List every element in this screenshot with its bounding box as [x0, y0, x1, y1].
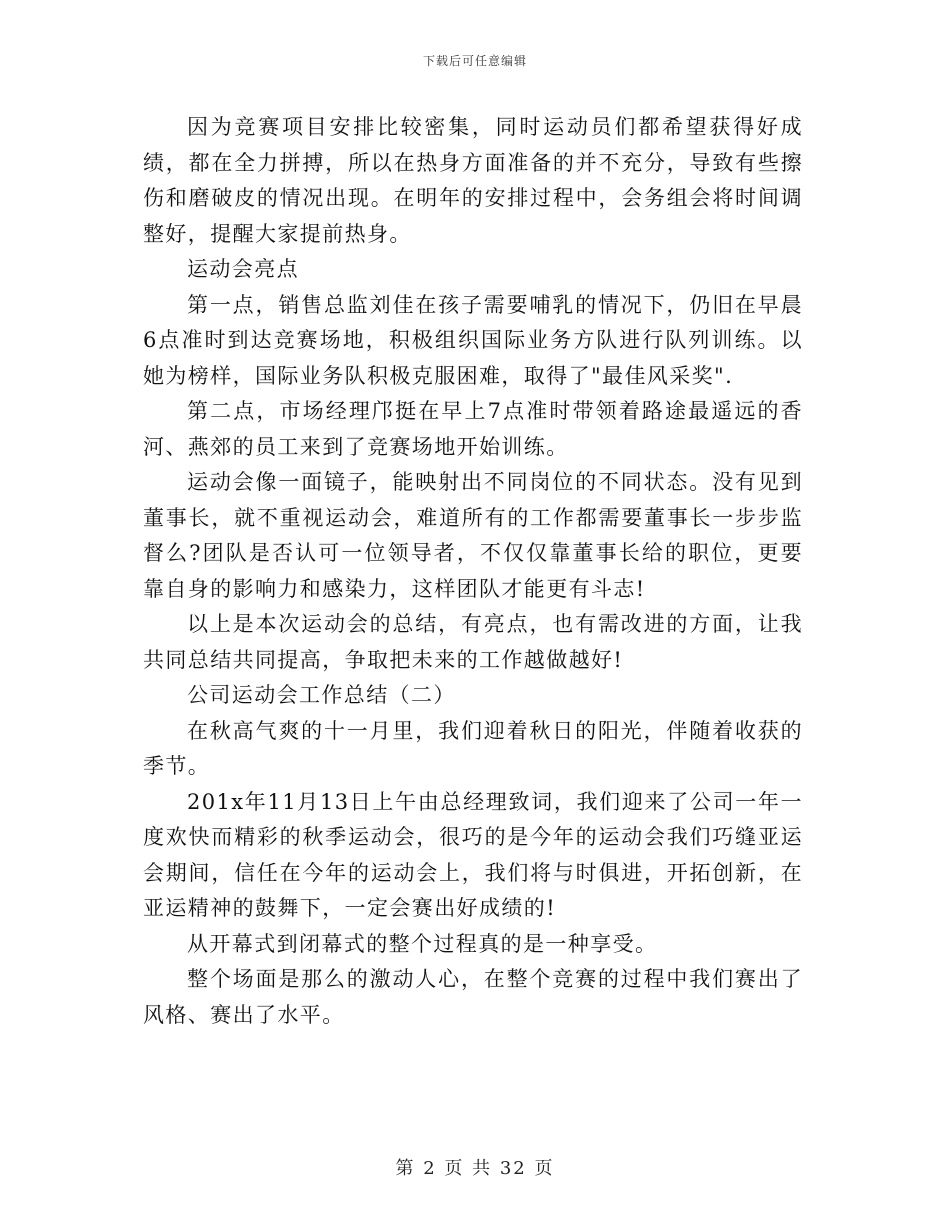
page-number: 第 2 页 共 32 页: [395, 1158, 555, 1179]
paragraph: 因为竞赛项目安排比较密集，同时运动员们都希望获得好成绩，都在全力拼搏，所以在热身方面准备的并不充分，导致有些擦伤和磨破皮的情况出现。在明年的安排过程中，会务组会将时间调整好，提醒大家提前热身。: [143, 115, 803, 246]
paragraph: 第一点，销售总监刘佳在孩子需要哺乳的情况下，仍旧在早晨6点准时到达竞赛场地，积极组织国际业务方队进行队列训练。以她为榜样，国际业务队积极克服困难，取得了"最佳风采奖".: [143, 292, 803, 388]
section-heading: 运动会亮点: [187, 257, 299, 281]
paragraph: 整个场面是那么的激动人心，在整个竞赛的过程中我们赛出了风格、赛出了水平。: [143, 967, 803, 1027]
section-heading: 公司运动会工作总结（二）: [187, 683, 456, 707]
paragraph: 201x年11月13日上午由总经理致词，我们迎来了公司一年一度欢快而精彩的秋季运动会，很巧的是今年的运动会我们巧缝亚运会期间，信任在今年的运动会上，我们将与时俱进，开拓创新，在亚运精神的鼓舞下，一定会赛出好成绩的!: [143, 789, 803, 920]
page-header-note: 下载后可任意编辑: [422, 54, 527, 68]
paragraph: 第二点，市场经理邝挺在早上7点准时带领着路途最遥远的香河、燕郊的员工来到了竞赛场地开始训练。: [143, 399, 803, 459]
document-body: [143, 110, 803, 1033]
paragraph: 从开幕式到闭幕式的整个过程真的是一种享受。: [187, 931, 658, 956]
paragraph: 运动会像一面镜子，能映射出不同岗位的不同状态。没有见到董事长，就不重视运动会，难道所有的工作都需要董事长一步步监督么?团队是否认可一位领导者，不仅仅靠董事长给的职位，更要靠自身的影响力和感染力，这样团队才能更有斗志!: [143, 470, 803, 601]
paragraph: 以上是本次运动会的总结，有亮点，也有需改进的方面，让我共同总结共同提高，争取把未来的工作越做越好!: [143, 612, 803, 672]
paragraph: 在秋高气爽的十一月里，我们迎着秋日的阳光，伴随着收获的季节。: [143, 718, 803, 778]
